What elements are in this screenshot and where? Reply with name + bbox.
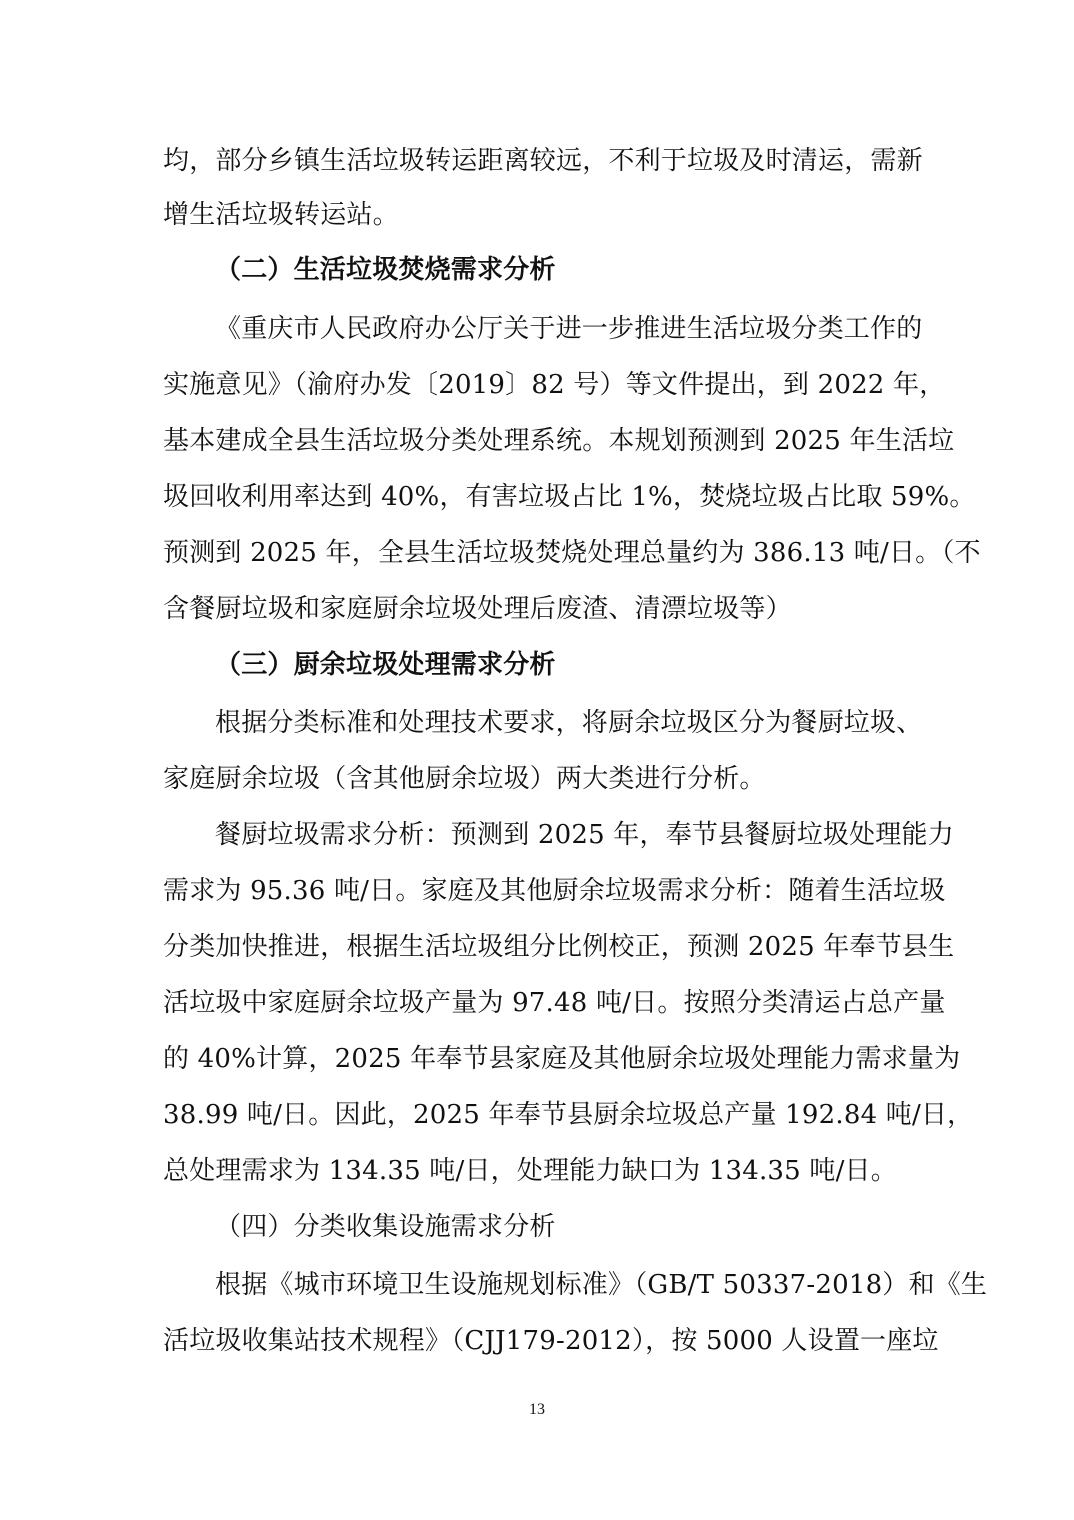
text-line-21: 根据《城市环境卫生设施规划标准》（GB/T 50337-2018）和《生 — [215, 1270, 988, 1300]
text-line-13: 餐厨垃圾需求分析：预测到 2025 年，奉节县餐厨垃圾处理能力 — [215, 820, 954, 850]
text-line-04: 《重庆市人民政府办公厅关于进一步推进生活垃圾分类工作的 — [215, 314, 923, 344]
text-line-06: 基本建成全县生活垃圾分类处理系统。本规划预测到 2025 年生活垃 — [163, 426, 955, 456]
text-line-19: 总处理需求为 134.35 吨/日，处理能力缺口为 134.35 吨/日。 — [163, 1156, 897, 1186]
page-number: 13 — [529, 1401, 545, 1418]
text-line-17: 的 40%计算，2025 年奉节县家庭及其他厨余垃圾处理能力需求量为 — [163, 1044, 961, 1074]
text-line-18: 38.99 吨/日。因此，2025 年奉节县厨余垃圾总产量 192.84 吨/日， — [163, 1100, 974, 1130]
text-line-07: 圾回收利用率达到 40%，有害垃圾占比 1%，焚烧垃圾占比取 59%。 — [163, 482, 976, 512]
text-line-09: 含餐厨垃圾和家庭厨余垃圾处理后废渣、清漂垃圾等） — [163, 594, 792, 624]
section-heading-3: （三）厨余垃圾处理需求分析 — [215, 650, 556, 680]
text-line-02: 增生活垃圾转运站。 — [163, 200, 399, 230]
text-line-11: 根据分类标准和处理技术要求，将厨余垃圾区分为餐厨垃圾、 — [215, 708, 923, 738]
section-heading-2: （二）生活垃圾焚烧需求分析 — [215, 255, 556, 285]
text-line-14: 需求为 95.36 吨/日。家庭及其他厨余垃圾需求分析：随着生活垃圾 — [163, 876, 946, 906]
text-line-12: 家庭厨余垃圾（含其他厨余垃圾）两大类进行分析。 — [163, 764, 766, 794]
section-heading-4: （四）分类收集设施需求分析 — [215, 1212, 556, 1242]
text-line-15: 分类加快推进，根据生活垃圾组分比例校正，预测 2025 年奉节县生 — [163, 932, 955, 962]
text-line-16: 活垃圾中家庭厨余垃圾产量为 97.48 吨/日。按照分类清运占总产量 — [163, 988, 946, 1018]
text-line-22: 活垃圾收集站技术规程》（CJJ179-2012），按 5000 人设置一座垃 — [163, 1326, 939, 1356]
text-line-01: 均，部分乡镇生活垃圾转运距离较远，不利于垃圾及时清运，需新 — [163, 146, 923, 176]
text-line-08: 预测到 2025 年，全县生活垃圾焚烧处理总量约为 386.13 吨/日。（不 — [163, 538, 981, 568]
text-line-05: 实施意见》（渝府办发〔2019〕82 号）等文件提出，到 2022 年， — [163, 370, 946, 400]
